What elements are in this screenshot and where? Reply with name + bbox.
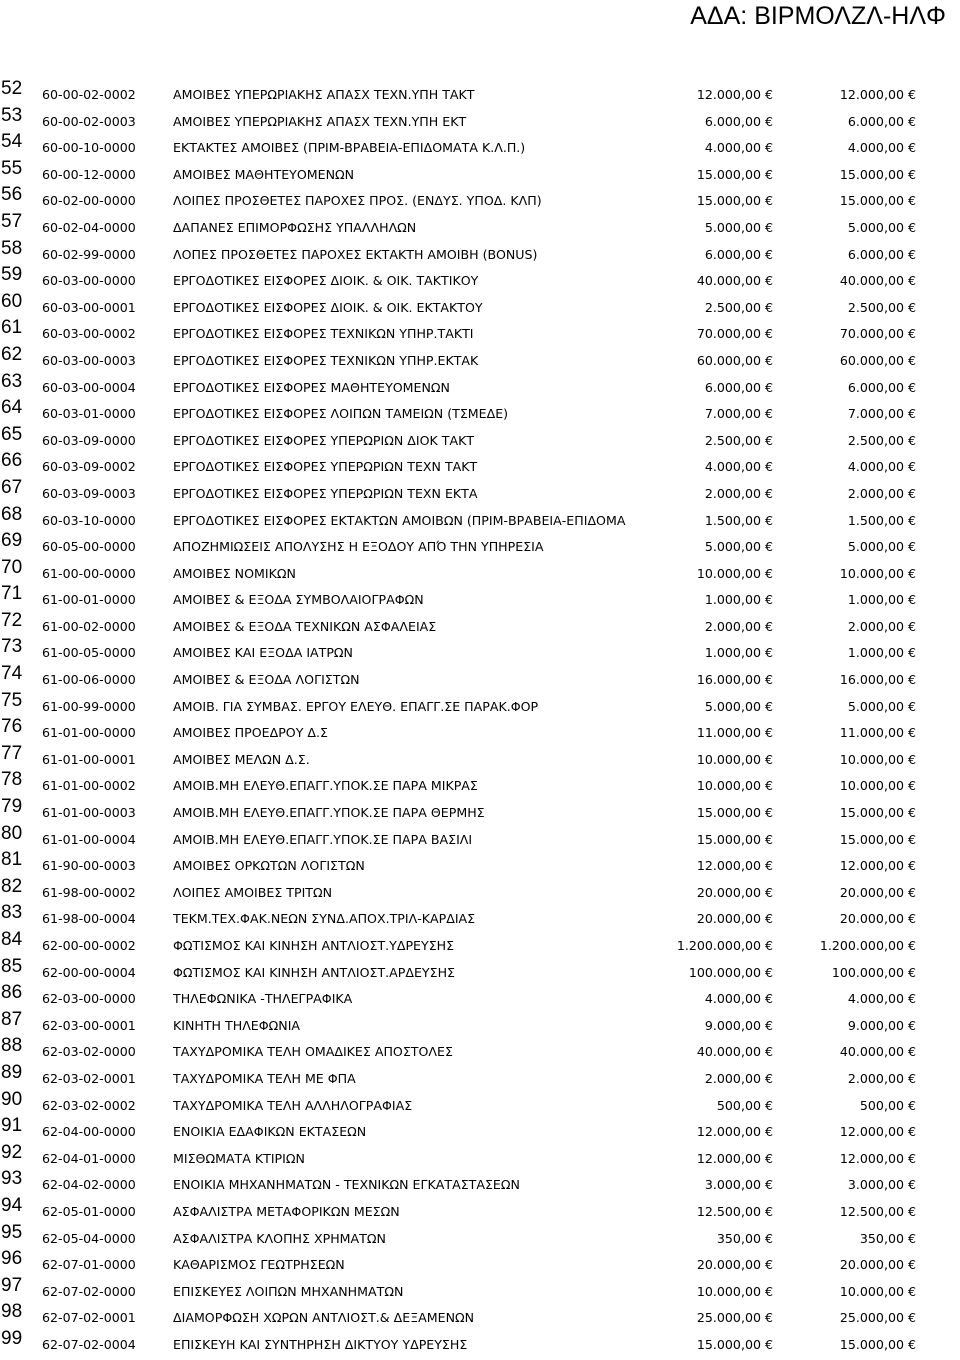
row-number: 82 — [1, 875, 23, 897]
table-row — [0, 556, 960, 583]
row-number: 99 — [1, 1327, 23, 1349]
account-description: ΑΜΟΙΒ.ΜΗ ΕΛΕΥΘ.ΕΠΑΓΓ.ΥΠΟΚ.ΣΕ ΠΑΡΑ ΘΕΡΜΗΣ — [173, 805, 485, 821]
account-description: ΑΜΟΙΒΕΣ ΜΑΘΗΤΕΥΟΜΕΝΩΝ — [173, 166, 355, 182]
account-code: 61-98-00-0002 — [42, 884, 136, 900]
row-number: 53 — [1, 104, 23, 126]
account-description: ΕΡΓΟΔΟΤΙΚΕΣ ΕΙΣΦΟΡΕΣ ΛΟΙΠΩΝ ΤΑΜΕΙΩΝ (ΤΣΜΕΔΕ) — [173, 406, 509, 422]
amount-column-1: 11.000,00 € — [696, 725, 773, 741]
amount-column-2: 1.200.000,00 € — [819, 938, 916, 953]
row-number: 88 — [1, 1035, 23, 1057]
amount-column-2: 2.500,00 € — [847, 299, 916, 315]
account-code: 60-05-00-0000 — [42, 539, 136, 555]
row-number: 81 — [1, 849, 23, 871]
amount-column-2: 1.000,00 € — [847, 592, 916, 608]
account-code: 61-01-00-0002 — [42, 778, 136, 794]
table-row — [0, 609, 960, 636]
table-row — [0, 449, 960, 476]
row-number: 72 — [1, 609, 23, 631]
amount-column-2: 15.000,00 € — [839, 193, 916, 209]
amount-column-1: 5.000,00 € — [704, 539, 773, 555]
account-code: 62-03-00-0000 — [42, 991, 136, 1007]
amount-column-1: 4.000,00 € — [704, 991, 773, 1007]
amount-column-1: 12.000,00 € — [696, 858, 773, 874]
row-number: 64 — [1, 397, 23, 419]
account-code: 61-00-02-0000 — [42, 618, 136, 634]
amount-column-1: 100.000,00 € — [688, 964, 773, 980]
account-description: ΕΡΓΟΔΟΤΙΚΕΣ ΕΙΣΦΟΡΕΣ ΤΕΧΝΙΚΩΝ ΥΠΗΡ.ΕΚΤΑΚ — [173, 352, 479, 368]
budget-table — [0, 77, 960, 1354]
amount-column-1: 9.000,00 € — [704, 1017, 773, 1033]
amount-column-2: 40.000,00 € — [839, 273, 916, 289]
amount-column-1: 1.000,00 € — [704, 645, 773, 661]
account-description: ΑΣΦΑΛΙΣΤΡΑ ΚΛΟΠΗΣ ΧΡΗΜΑΤΩΝ — [173, 1230, 386, 1246]
account-description: ΑΜΟΙΒΕΣ & ΕΞΟΔΑ ΛΟΓΙΣΤΩΝ — [173, 672, 360, 688]
account-description: ΤΕΚΜ.ΤΕΧ.ΦΑΚ.ΝΕΩΝ ΣΥΝΔ.ΑΠΟΧ.ΤΡΙΛ-ΚΑΡΔΙΑΣ — [173, 911, 476, 927]
amount-column-2: 12.500,00 € — [839, 1203, 916, 1219]
table-row — [0, 1247, 960, 1274]
account-description: ΕΡΓΟΔΟΤΙΚΕΣ ΕΙΣΦΟΡΕΣ ΥΠΕΡΩΡΙΩΝ ΤΕΧΝ ΕΚΤΑ — [173, 485, 478, 501]
amount-column-1: 2.500,00 € — [704, 299, 773, 315]
table-row — [0, 1300, 960, 1327]
amount-column-2: 100.000,00 € — [831, 964, 916, 980]
account-code: 62-07-02-0004 — [42, 1336, 136, 1352]
account-code: 62-07-01-0000 — [42, 1257, 136, 1273]
amount-column-2: 6.000,00 € — [847, 246, 916, 262]
account-description: ΤΗΛΕΦΩΝΙΚΑ -ΤΗΛΕΓΡΑΦΙΚΑ — [173, 991, 353, 1007]
account-code: 60-00-02-0002 — [42, 87, 136, 102]
row-number: 63 — [1, 370, 23, 392]
amount-column-2: 12.000,00 € — [839, 1124, 916, 1140]
table-row — [0, 1114, 960, 1141]
amount-column-2: 1.500,00 € — [847, 512, 916, 528]
row-number: 69 — [1, 530, 23, 552]
account-code: 60-03-00-0004 — [42, 379, 136, 395]
account-code: 62-07-02-0000 — [42, 1283, 136, 1299]
account-description: ΑΜΟΙΒ.ΜΗ ΕΛΕΥΘ.ΕΠΑΓΓ.ΥΠΟΚ.ΣΕ ΠΑΡΑ ΒΑΣΙΛΙ — [173, 831, 473, 847]
row-number: 97 — [1, 1274, 23, 1296]
amount-column-2: 4.000,00 € — [847, 459, 916, 475]
account-description: ΕΝΟΙΚΙΑ ΕΔΑΦΙΚΩΝ ΕΚΤΑΣΕΩΝ — [173, 1124, 367, 1140]
amount-column-1: 15.000,00 € — [696, 193, 773, 209]
table-row — [0, 1008, 960, 1035]
account-code: 61-98-00-0004 — [42, 911, 136, 927]
amount-column-2: 11.000,00 € — [839, 725, 916, 741]
account-code: 61-00-01-0000 — [42, 592, 136, 608]
account-code: 62-04-01-0000 — [42, 1150, 136, 1166]
amount-column-1: 25.000,00 € — [696, 1310, 773, 1326]
account-code: 62-04-02-0000 — [42, 1177, 136, 1193]
row-number: 68 — [1, 503, 23, 525]
row-number: 93 — [1, 1168, 23, 1190]
amount-column-1: 10.000,00 € — [696, 778, 773, 794]
row-number: 75 — [1, 689, 23, 711]
account-code: 60-03-09-0003 — [42, 485, 136, 501]
account-description: ΕΠΙΣΚΕΥΕΣ ΛΟΙΠΩΝ ΜΗΧΑΝΗΜΑΤΩΝ — [173, 1283, 404, 1299]
account-code: 60-00-02-0003 — [42, 113, 136, 129]
account-description: ΕΡΓΟΔΟΤΙΚΕΣ ΕΙΣΦΟΡΕΣ ΕΚΤΑΚΤΩΝ ΑΜΟΙΒΩΝ (ΠΡΙΜ-ΒΡΑΒΕΙΑ-ΕΠΙΔΟΜΑ — [173, 512, 626, 528]
amount-column-1: 350,00 € — [716, 1230, 773, 1246]
row-number: 57 — [1, 210, 23, 232]
table-row — [0, 822, 960, 849]
row-number: 76 — [1, 716, 23, 738]
amount-column-1: 16.000,00 € — [696, 672, 773, 688]
row-number: 94 — [1, 1194, 23, 1216]
amount-column-1: 2.000,00 € — [704, 618, 773, 634]
account-code: 62-04-00-0000 — [42, 1124, 136, 1140]
amount-column-1: 1.500,00 € — [704, 512, 773, 528]
account-code: 60-02-99-0000 — [42, 246, 136, 262]
amount-column-1: 3.000,00 € — [704, 1177, 773, 1193]
amount-column-2: 20.000,00 € — [839, 884, 916, 900]
amount-column-2: 60.000,00 € — [839, 352, 916, 368]
table-row — [0, 981, 960, 1008]
account-code: 61-01-00-0001 — [42, 751, 136, 767]
account-code: 62-07-02-0001 — [42, 1310, 136, 1326]
account-description: ΑΜΟΙΒ.ΜΗ ΕΛΕΥΘ.ΕΠΑΓΓ.ΥΠΟΚ.ΣΕ ΠΑΡΑ ΜΙΚΡΑΣ — [173, 778, 478, 794]
account-description: ΦΩΤΙΣΜΟΣ ΚΑΙ ΚΙΝΗΣΗ ΑΝΤΛΙΟΣΤ.ΑΡΔΕΥΣΗΣ — [173, 964, 456, 980]
amount-column-2: 12.000,00 € — [839, 87, 916, 102]
account-description: ΔΙΑΜΟΡΦΩΣΗ ΧΩΡΩΝ ΑΝΤΛΙΟΣΤ.& ΔΕΞΑΜΕΝΩΝ — [173, 1310, 475, 1326]
amount-column-2: 10.000,00 € — [839, 1283, 916, 1299]
table-row — [0, 1274, 960, 1301]
amount-column-1: 20.000,00 € — [696, 911, 773, 927]
row-number: 80 — [1, 822, 23, 844]
account-description: ΕΡΓΟΔΟΤΙΚΕΣ ΕΙΣΦΟΡΕΣ ΜΑΘΗΤΕΥΟΜΕΝΩΝ — [173, 379, 450, 395]
row-number: 71 — [1, 583, 23, 605]
amount-column-1: 40.000,00 € — [696, 273, 773, 289]
amount-column-1: 20.000,00 € — [696, 1257, 773, 1273]
table-row — [0, 1034, 960, 1061]
account-code: 61-00-99-0000 — [42, 698, 136, 714]
table-row — [0, 183, 960, 210]
account-code: 60-03-09-0002 — [42, 459, 136, 475]
amount-column-1: 1.200.000,00 € — [676, 938, 773, 953]
account-description: ΑΜΟΙΒΕΣ ΜΕΛΩΝ Δ.Σ. — [173, 751, 310, 767]
table-row — [0, 1088, 960, 1115]
account-description: ΕΠΙΣΚΕΥΗ ΚΑΙ ΣΥΝΤΗΡΗΣΗ ΔΙΚΤΥΟΥ ΥΔΡΕΥΣΗΣ — [173, 1336, 468, 1352]
row-number: 84 — [1, 929, 23, 950]
table-row — [0, 130, 960, 157]
account-description: ΚΑΘΑΡΙΣΜΟΣ ΓΕΩΤΡΗΣΕΩΝ — [173, 1257, 345, 1273]
table-row — [0, 396, 960, 423]
row-number: 92 — [1, 1141, 23, 1163]
account-code: 61-01-00-0004 — [42, 831, 136, 847]
table-row — [0, 1061, 960, 1088]
account-description: ΛΟΠΕΣ ΠΡΟΣΘΕΤΕΣ ΠΑΡΟΧΕΣ ΕΚΤΑΚΤΗ ΑΜΟΙΒΗ (BONUS) — [173, 246, 538, 262]
table-row — [0, 370, 960, 397]
account-description: ΑΣΦΑΛΙΣΤΡΑ ΜΕΤΑΦΟΡΙΚΩΝ ΜΕΣΩΝ — [173, 1203, 400, 1219]
table-row — [0, 263, 960, 290]
account-code: 62-00-00-0002 — [42, 938, 136, 953]
amount-column-1: 15.000,00 € — [696, 166, 773, 182]
amount-column-1: 4.000,00 € — [704, 140, 773, 156]
account-code: 61-90-00-0003 — [42, 858, 136, 874]
amount-column-1: 4.000,00 € — [704, 459, 773, 475]
table-row — [0, 768, 960, 795]
amount-column-1: 2.500,00 € — [704, 432, 773, 448]
row-number: 70 — [1, 556, 23, 578]
row-number: 78 — [1, 769, 23, 791]
account-code: 62-03-02-0002 — [42, 1097, 136, 1113]
account-description: ΛΟΙΠΕΣ ΠΡΟΣΘΕΤΕΣ ΠΑΡΟΧΕΣ ΠΡΟΣ. (ΕΝΔΥΣ. ΥΠΟΔ. ΚΛΠ) — [173, 193, 542, 209]
account-description: ΚΙΝΗΤΗ ΤΗΛΕΦΩΝΙΑ — [173, 1017, 301, 1033]
amount-column-1: 12.000,00 € — [696, 87, 773, 102]
amount-column-1: 10.000,00 € — [696, 751, 773, 767]
account-code: 62-03-02-0000 — [42, 1044, 136, 1060]
amount-column-1: 40.000,00 € — [696, 1044, 773, 1060]
account-description: ΕΡΓΟΔΟΤΙΚΕΣ ΕΙΣΦΟΡΕΣ ΥΠΕΡΩΡΙΩΝ ΔΙΟΚ ΤΑΚΤ — [173, 432, 475, 448]
account-description: ΕΡΓΟΔΟΤΙΚΕΣ ΕΙΣΦΟΡΕΣ ΔΙΟΙΚ. & ΟΙΚ. ΕΚΤΑΚΤΟΥ — [173, 299, 483, 315]
account-description: ΦΩΤΙΣΜΟΣ ΚΑΙ ΚΙΝΗΣΗ ΑΝΤΛΙΟΣΤ.ΥΔΡΕΥΣΗΣ — [173, 938, 455, 953]
amount-column-2: 5.000,00 € — [847, 698, 916, 714]
account-code: 62-05-04-0000 — [42, 1230, 136, 1246]
table-row — [0, 1194, 960, 1221]
account-code: 62-05-01-0000 — [42, 1203, 136, 1219]
row-number: 52 — [1, 78, 23, 99]
amount-column-2: 3.000,00 € — [847, 1177, 916, 1193]
account-code: 60-03-00-0000 — [42, 273, 136, 289]
account-description: ΤΑΧΥΔΡΟΜΙΚΑ ΤΕΛΗ ΟΜΑΔΙΚΕΣ ΑΠΟΣΤΟΛΕΣ — [173, 1044, 453, 1060]
amount-column-1: 10.000,00 € — [696, 565, 773, 581]
amount-column-2: 16.000,00 € — [839, 672, 916, 688]
table-row — [0, 635, 960, 662]
account-code: 60-03-10-0000 — [42, 512, 136, 528]
amount-column-2: 9.000,00 € — [847, 1017, 916, 1033]
table-row — [0, 742, 960, 769]
amount-column-2: 15.000,00 € — [839, 1336, 916, 1352]
account-code: 61-01-00-0003 — [42, 805, 136, 821]
row-number: 54 — [1, 131, 23, 153]
table-row — [0, 901, 960, 928]
table-row — [0, 476, 960, 503]
row-number: 87 — [1, 1008, 23, 1030]
account-description: ΕΡΓΟΔΟΤΙΚΕΣ ΕΙΣΦΟΡΕΣ ΥΠΕΡΩΡΙΩΝ ΤΕΧΝ ΤΑΚΤ — [173, 459, 478, 475]
amount-column-1: 70.000,00 € — [696, 326, 773, 342]
amount-column-2: 10.000,00 € — [839, 751, 916, 767]
amount-column-1: 7.000,00 € — [704, 406, 773, 422]
amount-column-2: 15.000,00 € — [839, 831, 916, 847]
table-row — [0, 1167, 960, 1194]
table-row — [0, 104, 960, 131]
table-row — [0, 928, 960, 955]
account-description: ΤΑΧΥΔΡΟΜΙΚΑ ΤΕΛΗ ΜΕ ΦΠΑ — [173, 1070, 356, 1086]
amount-column-1: 5.000,00 € — [704, 698, 773, 714]
amount-column-1: 5.000,00 € — [704, 219, 773, 235]
amount-column-2: 350,00 € — [859, 1230, 916, 1246]
account-description: ΤΑΧΥΔΡΟΜΙΚΑ ΤΕΛΗ ΑΛΛΗΛΟΓΡΑΦΙΑΣ — [173, 1097, 413, 1113]
amount-column-2: 15.000,00 € — [839, 166, 916, 182]
amount-column-1: 20.000,00 € — [696, 884, 773, 900]
account-description: ΑΜΟΙΒΕΣ & ΕΞΟΔΑ ΤΕΧΝΙΚΩΝ ΑΣΦΑΛΕΙΑΣ — [173, 618, 437, 634]
table-row — [0, 1221, 960, 1248]
account-code: 60-03-01-0000 — [42, 406, 136, 422]
account-code: 60-03-00-0003 — [42, 352, 136, 368]
table-row — [0, 77, 960, 104]
amount-column-1: 15.000,00 € — [696, 1336, 773, 1352]
table-row — [0, 1141, 960, 1168]
amount-column-1: 12.500,00 € — [696, 1203, 773, 1219]
table-row — [0, 582, 960, 609]
amount-column-2: 2.000,00 € — [847, 1070, 916, 1086]
amount-column-2: 2.000,00 € — [847, 618, 916, 634]
account-code: 62-03-02-0001 — [42, 1070, 136, 1086]
table-row — [0, 715, 960, 742]
table-row — [0, 875, 960, 902]
account-code: 61-01-00-0000 — [42, 725, 136, 741]
account-code: 61-00-00-0000 — [42, 565, 136, 581]
account-code: 60-00-10-0000 — [42, 140, 136, 156]
amount-column-2: 10.000,00 € — [839, 565, 916, 581]
row-number: 73 — [1, 636, 23, 658]
table-row — [0, 290, 960, 317]
account-code: 61-00-06-0000 — [42, 672, 136, 688]
account-description: ΑΜΟΙΒΕΣ ΝΟΜΙΚΩΝ — [173, 565, 296, 581]
account-description: ΑΜΟΙΒΕΣ ΠΡΟΕΔΡΟΥ Δ.Σ — [173, 725, 328, 741]
amount-column-1: 1.000,00 € — [704, 592, 773, 608]
row-number: 77 — [1, 742, 23, 764]
amount-column-2: 5.000,00 € — [847, 219, 916, 235]
amount-column-1: 12.000,00 € — [696, 1124, 773, 1140]
amount-column-1: 15.000,00 € — [696, 831, 773, 847]
account-description: ΑΜΟΙΒΕΣ ΥΠΕΡΩΡΙΑΚΗΣ ΑΠΑΣΧ ΤΕΧΝ.ΥΠΗ ΕΚΤ — [173, 113, 467, 129]
account-code: 62-03-00-0001 — [42, 1017, 136, 1033]
row-number: 90 — [1, 1088, 23, 1110]
row-number: 60 — [1, 290, 23, 312]
table-row — [0, 316, 960, 343]
table-row — [0, 848, 960, 875]
table-row — [0, 157, 960, 184]
amount-column-2: 20.000,00 € — [839, 1257, 916, 1273]
row-number: 65 — [1, 423, 23, 445]
account-code: 60-02-04-0000 — [42, 219, 136, 235]
row-number: 91 — [1, 1115, 23, 1137]
amount-column-2: 12.000,00 € — [839, 1150, 916, 1166]
row-number: 95 — [1, 1221, 23, 1243]
row-number: 74 — [1, 663, 23, 685]
row-number: 59 — [1, 264, 23, 286]
amount-column-1: 10.000,00 € — [696, 1283, 773, 1299]
account-code: 62-00-00-0004 — [42, 964, 136, 980]
row-number: 55 — [1, 157, 23, 179]
row-number: 56 — [1, 184, 23, 206]
amount-column-2: 5.000,00 € — [847, 539, 916, 555]
account-description: ΕΝΟΙΚΙΑ ΜΗΧΑΝΗΜΑΤΩΝ - ΤΕΧΝΙΚΩΝ ΕΓΚΑΤΑΣΤΑΣΕΩΝ — [173, 1177, 520, 1193]
amount-column-1: 6.000,00 € — [704, 246, 773, 262]
row-number: 67 — [1, 476, 23, 498]
amount-column-1: 6.000,00 € — [704, 113, 773, 129]
account-code: 60-03-00-0001 — [42, 299, 136, 315]
row-number: 79 — [1, 796, 23, 818]
account-description: ΑΜΟΙΒ. ΓΙΑ ΣΥΜΒΑΣ. ΕΡΓΟΥ ΕΛΕΥΘ. ΕΠΑΓΓ.ΣΕ ΠΑΡΑΚ.ΦΟΡ — [173, 698, 539, 714]
table-row — [0, 1327, 960, 1354]
account-description: ΔΑΠΑΝΕΣ ΕΠΙΜΟΡΦΩΣΗΣ ΥΠΑΛΛΗΛΩΝ — [173, 219, 417, 235]
row-number: 98 — [1, 1301, 23, 1323]
account-code: 60-02-00-0000 — [42, 193, 136, 209]
amount-column-2: 25.000,00 € — [839, 1310, 916, 1326]
account-description: ΑΜΟΙΒΕΣ & ΕΞΟΔΑ ΣΥΜΒΟΛΑΙΟΓΡΑΦΩΝ — [173, 592, 424, 608]
amount-column-2: 20.000,00 € — [839, 911, 916, 927]
row-number: 89 — [1, 1061, 23, 1083]
account-description: ΑΜΟΙΒΕΣ ΟΡΚΩΤΩΝ ΛΟΓΙΣΤΩΝ — [173, 858, 365, 874]
account-description: ΜΙΣΘΩΜΑΤΑ ΚΤΙΡΙΩΝ — [173, 1150, 305, 1166]
account-description: ΑΠΟΖΗΜΙΩΣΕΙΣ ΑΠΟΛΥΣΗΣ Η ΕΞΟΔΟΥ ΑΠΌ ΤΗΝ ΥΠΗΡΕΣΙΑ — [173, 539, 544, 555]
account-code: 60-00-12-0000 — [42, 166, 136, 182]
row-number: 96 — [1, 1248, 23, 1270]
table-row — [0, 795, 960, 822]
amount-column-2: 2.500,00 € — [847, 432, 916, 448]
account-description: ΕΚΤΑΚΤΕΣ ΑΜΟΙΒΕΣ (ΠΡΙΜ-ΒΡΑΒΕΙΑ-ΕΠΙΔΟΜΑΤΑ Κ.Λ.Π.) — [173, 140, 526, 156]
amount-column-1: 15.000,00 € — [696, 805, 773, 821]
account-code: 60-03-00-0002 — [42, 326, 136, 342]
row-number: 66 — [1, 450, 23, 472]
amount-column-2: 1.000,00 € — [847, 645, 916, 661]
table-row — [0, 503, 960, 530]
table-row — [0, 529, 960, 556]
account-code: 61-00-05-0000 — [42, 645, 136, 661]
amount-column-1: 6.000,00 € — [704, 379, 773, 395]
row-number: 61 — [1, 317, 23, 339]
amount-column-1: 60.000,00 € — [696, 352, 773, 368]
table-row — [0, 210, 960, 237]
account-code: 60-03-09-0000 — [42, 432, 136, 448]
account-description: ΕΡΓΟΔΟΤΙΚΕΣ ΕΙΣΦΟΡΕΣ ΔΙΟΙΚ. & ΟΙΚ. ΤΑΚΤΙΚΟΥ — [173, 273, 479, 289]
row-number: 62 — [1, 343, 23, 365]
table-row — [0, 955, 960, 982]
account-description: ΛΟΙΠΕΣ ΑΜΟΙΒΕΣ ΤΡΙΤΩΝ — [173, 884, 333, 900]
table-row — [0, 343, 960, 370]
ada-header: ΑΔΑ: ΒΙΡΜΟΛΖΛ-ΗΛΦ — [690, 2, 946, 30]
amount-column-2: 500,00 € — [859, 1097, 916, 1113]
account-description: ΑΜΟΙΒΕΣ ΚΑΙ ΕΞΟΔΑ ΙΑΤΡΩΝ — [173, 645, 353, 661]
amount-column-2: 2.000,00 € — [847, 485, 916, 501]
amount-column-2: 70.000,00 € — [839, 326, 916, 342]
amount-column-2: 40.000,00 € — [839, 1044, 916, 1060]
amount-column-1: 2.000,00 € — [704, 1070, 773, 1086]
table-row — [0, 689, 960, 716]
amount-column-2: 6.000,00 € — [847, 113, 916, 129]
amount-column-1: 2.000,00 € — [704, 485, 773, 501]
account-description: ΑΜΟΙΒΕΣ ΥΠΕΡΩΡΙΑΚΗΣ ΑΠΑΣΧ ΤΕΧΝ.ΥΠΗ ΤΑΚΤ — [173, 87, 475, 102]
amount-column-2: 12.000,00 € — [839, 858, 916, 874]
row-number: 83 — [1, 902, 23, 924]
amount-column-2: 6.000,00 € — [847, 379, 916, 395]
amount-column-1: 12.000,00 € — [696, 1150, 773, 1166]
row-number: 86 — [1, 982, 23, 1004]
table-row — [0, 423, 960, 450]
row-number: 85 — [1, 955, 23, 977]
amount-column-2: 4.000,00 € — [847, 140, 916, 156]
row-number: 58 — [1, 237, 23, 259]
table-row — [0, 662, 960, 689]
account-description: ΕΡΓΟΔΟΤΙΚΕΣ ΕΙΣΦΟΡΕΣ ΤΕΧΝΙΚΩΝ ΥΠΗΡ.ΤΑΚΤΙ — [173, 326, 474, 342]
amount-column-2: 7.000,00 € — [847, 406, 916, 422]
amount-column-1: 500,00 € — [716, 1097, 773, 1113]
amount-column-2: 10.000,00 € — [839, 778, 916, 794]
amount-column-2: 4.000,00 € — [847, 991, 916, 1007]
table-row — [0, 237, 960, 264]
amount-column-2: 15.000,00 € — [839, 805, 916, 821]
